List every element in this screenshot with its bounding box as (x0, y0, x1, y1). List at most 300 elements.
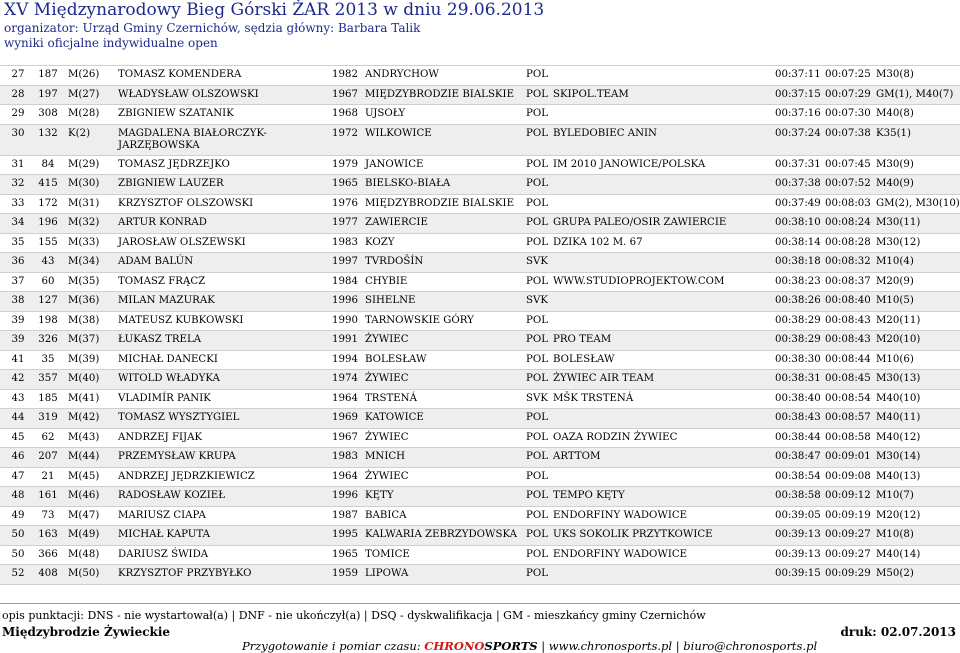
runner-name-cell: KRZYSZTOF OLSZOWSKI (118, 197, 254, 209)
birth-year-cell: 1965 (332, 548, 358, 560)
city-cell: JANOWICE (365, 158, 424, 170)
finish-time-cell: 00:38:18 (775, 256, 821, 267)
city-cell: LIPOWA (365, 568, 409, 579)
finish-time-cell: 00:38:40 (775, 392, 821, 404)
nationality-cell: POL (526, 509, 548, 521)
finish-time-cell: 00:38:43 (775, 412, 821, 423)
age-group-cell: M30(8) (876, 69, 914, 80)
time-gap-cell: 00:08:43 (825, 334, 871, 345)
place-cell: 48 (11, 490, 25, 501)
time-gap-cell: 00:09:19 (825, 509, 871, 521)
place-cell: 31 (11, 158, 25, 170)
birth-year-cell: 1996 (332, 295, 358, 306)
bib-number-cell: 21 (41, 470, 55, 482)
team-cell: OAZA RODZIN ŻYWIEC (553, 431, 678, 443)
time-gap-cell: 00:09:08 (825, 470, 871, 482)
runner-name-cell: WŁADYSŁAW OLSZOWSKI (118, 88, 259, 100)
table-row (0, 487, 960, 507)
category-rank-cell: M(29) (68, 158, 100, 170)
age-group-cell: M10(8) (876, 529, 914, 540)
nationality-cell: POL (526, 108, 548, 119)
nationality-cell: POL (526, 470, 548, 482)
print-date: druk: 02.07.2013 (840, 625, 956, 639)
runner-name-cell: MICHAŁ DANECKI (118, 353, 218, 365)
runner-name-cell: MARIUSZ CIAPA (118, 509, 206, 521)
time-gap-cell: 00:08:43 (825, 314, 871, 326)
place-cell: 34 (11, 217, 25, 228)
nationality-cell: POL (526, 127, 548, 139)
category-rank-cell: M(44) (68, 451, 100, 462)
time-gap-cell: 00:08:54 (825, 392, 871, 404)
birth-year-cell: 1996 (332, 490, 358, 501)
time-gap-cell: 00:07:29 (825, 88, 871, 100)
finish-time-cell: 00:39:13 (775, 529, 821, 540)
nationality-cell: POL (526, 431, 548, 443)
team-cell: ŻYWIEC AIR TEAM (553, 373, 655, 384)
time-gap-cell: 00:07:38 (825, 127, 871, 139)
category-rank-cell: M(40) (68, 373, 100, 384)
place-cell: 39 (11, 334, 25, 345)
age-group-cell: M20(11) (876, 314, 921, 326)
nationality-cell: POL (526, 236, 548, 248)
runner-name-cell: MICHAŁ KAPUTA (118, 529, 210, 540)
team-cell: TEMPO KĘTY (553, 490, 625, 501)
category-rank-cell: M(36) (68, 295, 100, 306)
timing-credit (242, 639, 817, 653)
category-rank-cell: M(46) (68, 490, 100, 501)
place-cell: 36 (11, 256, 25, 267)
place-cell: 49 (11, 509, 25, 521)
time-gap-cell: 00:09:29 (825, 568, 871, 579)
category-rank-cell: M(43) (68, 431, 100, 443)
table-row (0, 253, 960, 273)
bib-number-cell: 161 (38, 490, 58, 501)
table-row (0, 390, 960, 410)
results-subtitle: wyniki oficjalne indywidualne open (4, 36, 218, 50)
table-row (0, 507, 960, 527)
finish-time-cell: 00:37:11 (775, 69, 821, 80)
nationality-cell: POL (526, 412, 548, 423)
age-group-cell: M40(12) (876, 431, 921, 443)
bib-number-cell: 197 (38, 88, 58, 100)
birth-year-cell: 1984 (332, 275, 358, 287)
category-rank-cell: M(42) (68, 412, 100, 423)
page-footer (0, 603, 960, 653)
place-cell: 46 (11, 451, 25, 462)
bib-number-cell: 127 (38, 295, 58, 306)
place-cell: 37 (11, 275, 25, 287)
finish-time-cell: 00:38:14 (775, 236, 821, 248)
team-cell: ENDORFINY WADOWICE (553, 548, 688, 560)
time-gap-cell: 00:09:27 (825, 529, 871, 540)
nationality-cell: POL (526, 334, 548, 345)
table-row (0, 156, 960, 176)
birth-year-cell: 1969 (332, 412, 358, 423)
place-cell: 28 (11, 88, 25, 100)
city-cell: BOLESŁAW (365, 353, 427, 365)
time-gap-cell: 00:08:45 (825, 373, 871, 384)
finish-time-cell: 00:38:44 (775, 431, 821, 443)
nationality-cell: POL (526, 178, 548, 189)
city-cell: KALWARIA ZEBRZYDOWSKA (365, 529, 518, 540)
table-row (0, 565, 960, 585)
category-rank-cell: M(45) (68, 470, 100, 482)
city-cell: CHYBIE (365, 275, 408, 287)
finish-time-cell: 00:38:31 (775, 373, 821, 384)
age-group-cell: M20(12) (876, 509, 921, 521)
bib-number-cell: 172 (38, 197, 58, 209)
finish-time-cell: 00:37:38 (775, 178, 821, 189)
age-group-cell: M30(13) (876, 373, 921, 384)
age-group-cell: M10(4) (876, 256, 914, 267)
age-group-cell: M20(10) (876, 334, 921, 345)
time-gap-cell: 00:08:58 (825, 431, 871, 443)
runner-name-cell: DARIUSZ ŚWIDA (118, 548, 209, 560)
time-gap-cell: 00:08:40 (825, 295, 871, 306)
table-row (0, 125, 960, 156)
time-gap-cell: 00:08:24 (825, 217, 871, 228)
runner-name-cell: TOMASZ JĘDRZEJKO (118, 158, 230, 170)
age-group-cell: M10(6) (876, 353, 914, 365)
category-rank-cell: M(33) (68, 236, 100, 248)
birth-year-cell: 1974 (332, 373, 358, 384)
bib-number-cell: 198 (38, 314, 58, 326)
table-row (0, 546, 960, 566)
runner-name-cell: JAROSŁAW OLSZEWSKI (118, 236, 246, 248)
city-cell: BIELSKO-BIAŁA (365, 178, 451, 189)
birth-year-cell: 1965 (332, 178, 358, 189)
nationality-cell: POL (526, 490, 548, 501)
finish-time-cell: 00:39:05 (775, 509, 821, 521)
time-gap-cell: 00:07:52 (825, 178, 871, 189)
category-rank-cell: M(27) (68, 88, 100, 100)
nationality-cell: POL (526, 158, 548, 170)
runner-name-cell: ZBIGNIEW SZATANIK (118, 108, 234, 119)
city-cell: UJSOŁY (365, 108, 406, 119)
team-cell: WWW.STUDIOPROJEKTOW.COM (553, 275, 725, 287)
nationality-cell: POL (526, 548, 548, 560)
place-cell: 27 (11, 69, 25, 80)
team-cell: PRO TEAM (553, 334, 612, 345)
table-row (0, 448, 960, 468)
time-gap-cell: 00:08:32 (825, 256, 871, 267)
time-gap-cell: 00:09:27 (825, 548, 871, 560)
place-cell: 35 (11, 236, 25, 248)
team-cell: BOLESŁAW (553, 353, 615, 365)
scoring-legend: opis punktacji: DNS - nie wystartował(a) | DNF - nie ukończył(a) | DSQ - dyskwalifikacja | GM - mieszkańcy gminy Czernichów (2, 609, 706, 622)
bib-number-cell: 366 (38, 548, 58, 560)
bib-number-cell: 84 (41, 158, 55, 170)
age-group-cell: M30(14) (876, 451, 921, 462)
team-cell: UKS SOKOLIK PRZYTKOWICE (553, 529, 713, 540)
place-cell: 32 (11, 178, 25, 189)
bib-number-cell: 319 (38, 412, 58, 423)
nationality-cell: POL (526, 197, 548, 209)
team-cell: ARTTOM (553, 451, 601, 462)
bib-number-cell: 60 (41, 275, 55, 287)
time-gap-cell: 00:08:28 (825, 236, 871, 248)
finish-time-cell: 00:39:15 (775, 568, 821, 579)
table-row (0, 312, 960, 332)
bib-number-cell: 415 (38, 178, 58, 189)
birth-year-cell: 1995 (332, 529, 358, 540)
age-group-cell: M10(7) (876, 490, 914, 501)
place-cell: 38 (11, 295, 25, 306)
team-cell: ENDORFINY WADOWICE (553, 509, 688, 521)
city-cell: KATOWICE (365, 412, 424, 423)
bib-number-cell: 196 (38, 217, 58, 228)
city-cell: KOZY (365, 236, 395, 248)
bib-number-cell: 132 (38, 127, 58, 139)
city-cell: ZAWIERCIE (365, 217, 428, 228)
table-row (0, 66, 960, 86)
bib-number-cell: 43 (41, 256, 55, 267)
nationality-cell: POL (526, 275, 548, 287)
runner-name-cell: TOMASZ KOMENDERA (118, 69, 242, 80)
category-rank-cell: M(31) (68, 197, 100, 209)
runner-name-cell: MAGDALENA BIAŁORCZYK-JARZĘBOWSKA (118, 127, 267, 151)
finish-time-cell: 00:39:13 (775, 548, 821, 560)
table-row (0, 175, 960, 195)
birth-year-cell: 1964 (332, 392, 358, 404)
table-row (0, 292, 960, 312)
birth-year-cell: 1983 (332, 451, 358, 462)
team-cell: GRUPA PALEO/OSIR ZAWIERCIE (553, 217, 727, 228)
time-gap-cell: 00:08:44 (825, 353, 871, 365)
age-group-cell: M30(9) (876, 158, 914, 170)
time-gap-cell: 00:08:57 (825, 412, 871, 423)
birth-year-cell: 1967 (332, 431, 358, 443)
birth-year-cell: 1997 (332, 256, 358, 267)
brand-sports: SPORTS (484, 639, 538, 653)
category-rank-cell: M(39) (68, 353, 100, 365)
age-group-cell: M40(10) (876, 392, 921, 404)
runner-name-cell: ANDRZEJ JĘDRZKIEWICZ (118, 470, 255, 482)
runner-name-cell: TOMASZ FRĄCZ (118, 275, 206, 287)
city-cell: TOMICE (365, 548, 410, 560)
results-table (0, 65, 960, 585)
team-cell: SKIPOL.TEAM (553, 88, 629, 100)
city-cell: TVRDOŠÍN (365, 256, 424, 267)
finish-time-cell: 00:38:23 (775, 275, 821, 287)
birth-year-cell: 1976 (332, 197, 358, 209)
finish-time-cell: 00:38:10 (775, 217, 821, 228)
category-rank-cell: M(26) (68, 69, 100, 80)
nationality-cell: SVK (526, 256, 548, 267)
place-cell: 43 (11, 392, 25, 404)
bib-number-cell: 207 (38, 451, 58, 462)
birth-year-cell: 1977 (332, 217, 358, 228)
finish-time-cell: 00:37:24 (775, 127, 821, 139)
runner-name-cell: ZBIGNIEW LAUZER (118, 178, 224, 189)
table-row (0, 105, 960, 125)
bib-number-cell: 73 (41, 509, 55, 521)
table-row (0, 195, 960, 215)
category-rank-cell: M(35) (68, 275, 100, 287)
category-rank-cell: M(41) (68, 392, 100, 404)
runner-name-cell: KRZYSZTOF PRZYBYŁKO (118, 568, 252, 579)
table-row (0, 526, 960, 546)
organizer-line: organizator: Urząd Gminy Czernichów, sędzia główny: Barbara Talik (4, 21, 421, 35)
nationality-cell: POL (526, 353, 548, 365)
time-gap-cell: 00:07:45 (825, 158, 871, 170)
city-cell: ANDRYCHOW (365, 69, 439, 80)
city-cell: TRSTENÁ (365, 392, 417, 404)
finish-time-cell: 00:38:47 (775, 451, 821, 462)
finish-time-cell: 00:38:54 (775, 470, 821, 482)
bib-number-cell: 187 (38, 69, 58, 80)
nationality-cell: POL (526, 314, 548, 326)
category-rank-cell: M(34) (68, 256, 100, 267)
finish-time-cell: 00:37:31 (775, 158, 821, 170)
table-row (0, 331, 960, 351)
city-cell: ŻYWIEC (365, 334, 409, 345)
nationality-cell: SVK (526, 295, 548, 306)
finish-time-cell: 00:37:16 (775, 108, 821, 119)
bib-number-cell: 326 (38, 334, 58, 345)
city-cell: ŻYWIEC (365, 470, 409, 482)
place-cell: 33 (11, 197, 25, 209)
event-location: Międzybrodzie Żywieckie (2, 625, 171, 639)
team-cell: DZIKA 102 M. 67 (553, 236, 643, 248)
birth-year-cell: 1987 (332, 509, 358, 521)
category-rank-cell: M(47) (68, 509, 100, 521)
city-cell: ŻYWIEC (365, 373, 409, 384)
birth-year-cell: 1982 (332, 69, 358, 80)
table-row (0, 468, 960, 488)
nationality-cell: SVK (526, 392, 548, 404)
category-rank-cell: K(2) (68, 127, 91, 139)
finish-time-cell: 00:38:29 (775, 314, 821, 326)
age-group-cell: M40(11) (876, 412, 921, 423)
team-cell: BYLEDOBIEC ANIN (553, 127, 657, 139)
birth-year-cell: 1968 (332, 108, 358, 119)
place-cell: 39 (11, 314, 25, 326)
runner-name-cell: MILAN MAZURAK (118, 295, 215, 306)
runner-name-cell: MATEUSZ KUBKOWSKI (118, 314, 244, 326)
time-gap-cell: 00:07:30 (825, 108, 871, 119)
table-row (0, 214, 960, 234)
finish-time-cell: 00:38:29 (775, 334, 821, 345)
table-row (0, 429, 960, 449)
runner-name-cell: VLADIMÍR PANIK (118, 392, 211, 404)
birth-year-cell: 1994 (332, 353, 358, 365)
age-group-cell: M30(12) (876, 236, 921, 248)
bib-number-cell: 185 (38, 392, 58, 404)
city-cell: MNICH (365, 451, 406, 462)
brand-chrono: CHRONO (424, 639, 485, 653)
bib-number-cell: 163 (38, 529, 58, 540)
category-rank-cell: M(38) (68, 314, 100, 326)
nationality-cell: POL (526, 373, 548, 384)
birth-year-cell: 1991 (332, 334, 358, 345)
page-title: XV Międzynarodowy Bieg Górski ŻAR 2013 w dniu 29.06.2013 (4, 0, 545, 20)
bib-number-cell: 62 (41, 431, 55, 443)
city-cell: BABICA (365, 509, 407, 521)
city-cell: KĘTY (365, 490, 394, 501)
nationality-cell: POL (526, 88, 548, 100)
city-cell: MIĘDZYBRODZIE BIALSKIE (365, 88, 515, 100)
city-cell: MIĘDZYBRODZIE BIALSKIE (365, 197, 515, 209)
birth-year-cell: 1983 (332, 236, 358, 248)
runner-name-cell: WITOLD WŁADYKA (118, 373, 220, 384)
table-row (0, 351, 960, 371)
table-row (0, 86, 960, 106)
birth-year-cell: 1979 (332, 158, 358, 170)
place-cell: 45 (11, 431, 25, 443)
city-cell: ŻYWIEC (365, 431, 409, 443)
table-row (0, 273, 960, 293)
bib-number-cell: 408 (38, 568, 58, 579)
birth-year-cell: 1959 (332, 568, 358, 579)
team-cell: MŠK TRSTENÁ (553, 392, 634, 404)
birth-year-cell: 1972 (332, 127, 358, 139)
category-rank-cell: M(50) (68, 568, 100, 579)
time-gap-cell: 00:08:37 (825, 275, 871, 287)
category-rank-cell: M(37) (68, 334, 100, 345)
city-cell: WILKOWICE (365, 127, 432, 139)
place-cell: 30 (11, 127, 25, 139)
birth-year-cell: 1967 (332, 88, 358, 100)
place-cell: 41 (11, 353, 25, 365)
age-group-cell: M30(11) (876, 217, 921, 228)
runner-name-cell: ARTUR KONRAD (118, 217, 207, 228)
time-gap-cell: 00:09:12 (825, 490, 871, 501)
runner-name-cell: PRZEMYSŁAW KRUPA (118, 451, 236, 462)
bib-number-cell: 155 (38, 236, 58, 248)
runner-name-cell: TOMASZ WYSZTYGIEL (118, 412, 240, 423)
finish-time-cell: 00:38:58 (775, 490, 821, 501)
age-group-cell: M20(9) (876, 275, 914, 287)
finish-time-cell: 00:38:26 (775, 295, 821, 306)
place-cell: 29 (11, 108, 25, 119)
finish-time-cell: 00:37:15 (775, 88, 821, 100)
age-group-cell: M10(5) (876, 295, 914, 306)
category-rank-cell: M(30) (68, 178, 100, 189)
runner-name-cell: ŁUKASZ TRELA (118, 334, 202, 345)
age-group-cell: M40(8) (876, 108, 914, 119)
age-group-cell: GM(2), M30(10) (876, 197, 960, 209)
category-rank-cell: M(48) (68, 548, 100, 560)
runner-name-cell: RADOSŁAW KOZIEŁ (118, 490, 226, 501)
nationality-cell: POL (526, 568, 548, 579)
credit-contacts: | www.chronosports.pl | biuro@chronosports.pl (537, 639, 818, 653)
place-cell: 44 (11, 412, 25, 423)
team-cell: IM 2010 JANOWICE/POLSKA (553, 158, 706, 170)
place-cell: 52 (11, 568, 25, 579)
bib-number-cell: 308 (38, 108, 58, 119)
credit-prefix: Przygotowanie i pomiar czasu: (242, 639, 425, 653)
category-rank-cell: M(32) (68, 217, 100, 228)
birth-year-cell: 1990 (332, 314, 358, 326)
city-cell: SIHELNE (365, 295, 416, 306)
table-row (0, 409, 960, 429)
age-group-cell: GM(1), M40(7) (876, 88, 954, 100)
place-cell: 42 (11, 373, 25, 384)
place-cell: 47 (11, 470, 25, 482)
table-row (0, 234, 960, 254)
finish-time-cell: 00:37:49 (775, 197, 821, 209)
age-group-cell: M40(13) (876, 470, 921, 482)
bib-number-cell: 357 (38, 373, 58, 384)
category-rank-cell: M(49) (68, 529, 100, 540)
runner-name-cell: ANDRZEJ FIJAK (118, 431, 203, 443)
place-cell: 50 (11, 529, 25, 540)
time-gap-cell: 00:09:01 (825, 451, 871, 462)
nationality-cell: POL (526, 451, 548, 462)
nationality-cell: POL (526, 69, 548, 80)
bib-number-cell: 35 (41, 353, 55, 365)
